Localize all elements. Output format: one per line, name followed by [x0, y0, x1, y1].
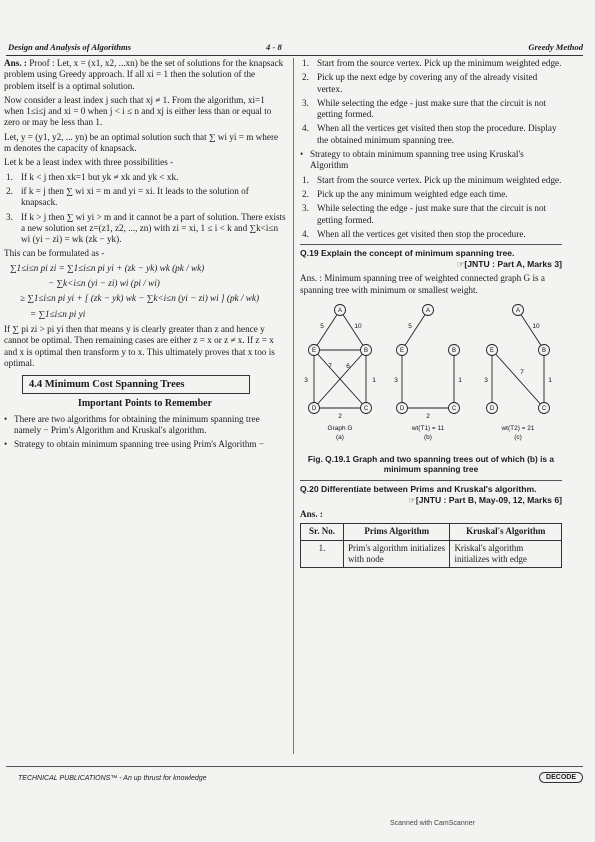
svg-text:D: D [311, 405, 317, 412]
answer-20-label: Ans. : [300, 509, 323, 520]
svg-text:3: 3 [484, 376, 488, 384]
svg-text:2: 2 [426, 412, 430, 420]
decode-badge: DECODE [539, 772, 583, 783]
svg-text:A: A [425, 307, 431, 314]
question-19-reference: ☞[JNTU : Part A, Marks 3] [456, 258, 562, 269]
svg-text:1: 1 [372, 376, 376, 384]
table-cell: Prim's algorithm initializes with node [344, 540, 450, 568]
list-item [300, 98, 562, 121]
list-number: 3. [302, 203, 309, 214]
svg-text:5: 5 [408, 322, 412, 330]
label-graph-g: Graph G [327, 424, 353, 432]
graph-nodes [309, 304, 550, 413]
svg-text:10: 10 [354, 322, 362, 330]
list-number: 1. [6, 171, 13, 182]
equation-line-4: = ∑1≤i≤n pi yi [30, 308, 86, 319]
svg-text:6: 6 [346, 362, 350, 370]
svg-text:D: D [489, 405, 495, 412]
list-item [4, 212, 286, 246]
table-row [301, 540, 562, 568]
list-item [300, 229, 562, 240]
list-item [300, 58, 562, 69]
edge-weights [304, 323, 552, 420]
list-item [300, 175, 562, 186]
list-text: While selecting the edge - just make sure that the circuit is not getting formed. [317, 97, 547, 120]
list-item [4, 172, 286, 183]
footer-publisher: TECHNICAL PUBLICATIONS™ - An up thrust for knowledge [18, 775, 207, 782]
spanning-tree-diagram [300, 302, 562, 452]
list-text: When all the vertices get visited then stop the procedure. Display the obtained minimum spanning tree. [317, 123, 557, 145]
list-number: 2. [302, 72, 309, 83]
label-b: (b) [424, 433, 432, 441]
list-item [300, 189, 562, 200]
paragraph-optimal-solution: Let, y = (y1, y2, ... yn) be an optimal solution such that ∑ wi yi = m where m denotes the capacity of knapsack. [4, 131, 279, 154]
svg-text:B: B [363, 347, 369, 354]
right-column [300, 58, 562, 568]
column-divider [293, 58, 294, 754]
comparison-table [300, 523, 562, 568]
question-20: Q.20 Differentiate between Prims and Kruskal's algorithm. [300, 483, 537, 494]
important-points-heading: Important Points to Remember [77, 398, 213, 410]
list-number: 2. [302, 188, 309, 199]
list-number: 4. [302, 123, 309, 134]
label-t2: wt(T2) = 21 [501, 424, 535, 432]
kruskal-steps-list [300, 175, 562, 240]
ans-label: Ans. : [4, 58, 27, 68]
list-number: 4. [302, 228, 309, 239]
table-cell: 1. [301, 540, 344, 568]
table-cell: Kriskal's algorithm initializes with edge [450, 540, 562, 568]
bullet-text: There are two algorithms for obtaining the minimum spanning tree namely − Prim's Algorithm and Kruskal's algorithm. [14, 413, 260, 436]
list-text: Pick up the any minimum weighted edge each time. [317, 188, 508, 199]
equation-line-2: − ∑k<i≤n (yi − zi) wi (pi / wi) [48, 278, 160, 289]
label-c: (c) [514, 433, 522, 441]
bullet-dot-icon: • [4, 413, 8, 424]
paragraph-three-possibilities: Let k be a least index with three possibilities - [4, 157, 174, 168]
paragraph-least-index: Now consider a least index j such that xj ≠ 1. From the algorithm, xi=1 when 1≤i≤j and xi = 0 when j < i ≤ n and xj is either less than or equal to zero or may be less than 1. [4, 94, 272, 128]
node-labels [312, 308, 547, 412]
formulate-text: This can be formulated as - [4, 248, 105, 259]
label-a: (a) [336, 433, 344, 441]
svg-text:10: 10 [532, 322, 540, 330]
svg-text:B: B [451, 347, 457, 354]
svg-text:E: E [489, 347, 495, 354]
list-number: 3. [6, 211, 13, 222]
bullet-prim-strategy [4, 439, 286, 450]
list-item [300, 203, 562, 226]
prim-steps-list [300, 58, 562, 146]
svg-text:7: 7 [328, 362, 332, 370]
spanning-tree-figure [300, 302, 562, 452]
question-rule [300, 244, 562, 245]
equation-line-1: ∑1≤i≤n pi zi = ∑1≤i≤n pi yi + (zk − yk) wk (pk / wk) [10, 262, 205, 273]
svg-text:C: C [363, 405, 369, 412]
svg-text:B: B [541, 347, 547, 354]
list-number: 3. [302, 97, 309, 108]
list-text: If k > j then ∑ wi yi > m and it cannot be a part of solution. There exists a new solution set z=(z1, z2, ..., zn) with zi = xi, 1 ≤ i < k and ∑k<i≤n wi (yi − zi) = wk (zk − yk). [21, 211, 286, 245]
question-19: Q.19 Explain the concept of minimum spanning tree. [300, 248, 515, 259]
list-number: 1. [302, 174, 309, 185]
list-text: Pick up the next edge by covering any of the already visited vertex. [317, 72, 538, 94]
header-book-title: Design and Analysis of Algorithms [8, 42, 132, 52]
section-heading: 4.4 Minimum Cost Spanning Trees [22, 375, 250, 394]
svg-text:7: 7 [520, 368, 524, 376]
left-column [4, 58, 286, 454]
svg-text:2: 2 [338, 412, 342, 420]
answer-19: Ans. : Minimum spanning tree of weighted connected graph G is a spanning tree with minimum or smallest weight. [300, 273, 545, 295]
paragraph-conclusion: If ∑ pi zi > pi yi then that means y is clearly greater than z and hence y cannot be optimal. Then remaining cases are either z = x or z ≠ x. If z = x and x is optimal then transform y to x. This ultimately proves that x too is optimal. [4, 323, 275, 368]
table-header: Sr. No. [301, 524, 344, 540]
table-header: Kruskal's Algorithm [450, 524, 562, 540]
list-text: While selecting the edge - just make sure that the circuit is not getting formed. [317, 203, 547, 225]
proof-text: Proof : Let, x = (x1, x2, ...xn) be the set of solutions for the knapsack problem using Greedy approach. If all xi = 1 then the solution of the problem itself is a optimal solution. [4, 58, 284, 91]
proof-paragraph [4, 58, 286, 92]
svg-text:A: A [515, 307, 521, 314]
svg-text:1: 1 [548, 376, 552, 384]
figure-caption: Fig. Q.19.1 Graph and two spanning trees out of which (b) is a minimum spanning tree [307, 453, 555, 474]
list-number: 1. [302, 58, 309, 68]
svg-text:3: 3 [304, 376, 308, 384]
cases-list [4, 172, 286, 246]
header-rule [6, 55, 583, 56]
list-text: When all the vertices get visited then stop the procedure. [317, 228, 526, 239]
list-item [4, 186, 286, 209]
svg-text:A: A [337, 307, 343, 314]
bullet-dot-icon: • [300, 149, 304, 160]
bullet-two-algorithms [4, 414, 286, 437]
bullet-kruskal-strategy [300, 149, 562, 172]
svg-text:C: C [541, 405, 547, 412]
bullet-dot-icon: • [4, 439, 8, 450]
list-text: Start from the source vertex. Pick up the minimum weighted edge. [317, 174, 562, 185]
table-header-row [301, 524, 562, 540]
question-20-reference: ☞[JNTU : Part B, May-09, 12, Marks 6] [408, 494, 562, 505]
bullet-text: Strategy to obtain minimum spanning tree using Kruskal's Algorithm [310, 149, 524, 171]
header-chapter-title: Greedy Method [528, 42, 583, 52]
label-t1: wt(T1) = 11 [411, 424, 445, 432]
page-footer [6, 766, 583, 789]
svg-text:3: 3 [394, 376, 398, 384]
figure-labels [328, 425, 535, 441]
list-text: Start from the source vertex. Pick up the minimum weighted edge. [317, 58, 562, 68]
svg-text:E: E [399, 347, 405, 354]
svg-text:C: C [451, 405, 457, 412]
running-header [8, 40, 583, 54]
question-rule [300, 480, 562, 481]
scanner-watermark: Scanned with CamScanner [390, 820, 475, 827]
table-header: Prims Algorithm [344, 524, 450, 540]
svg-text:5: 5 [320, 322, 324, 330]
bullet-text: Strategy to obtain minimum spanning tree using Prim's Algorithm − [14, 439, 265, 450]
equation-line-3: ≥ ∑1≤i≤n pi yi + [ (zk − yk) wk − ∑k<i≤n (yi − zi) wi ] (pk / wk) [20, 293, 260, 304]
svg-text:D: D [399, 405, 405, 412]
svg-text:E: E [311, 347, 317, 354]
header-page-number: 4 - 8 [266, 42, 282, 52]
list-item [300, 123, 562, 146]
list-text: if k = j then ∑ wi xi = m and yi = xi. It leads to the solution of knapsack. [21, 185, 249, 208]
svg-text:1: 1 [458, 376, 462, 384]
list-item [300, 72, 562, 95]
list-text: If k < j then xk=1 but yk ≠ xk and yk < xk. [21, 171, 179, 182]
list-number: 2. [6, 185, 13, 196]
